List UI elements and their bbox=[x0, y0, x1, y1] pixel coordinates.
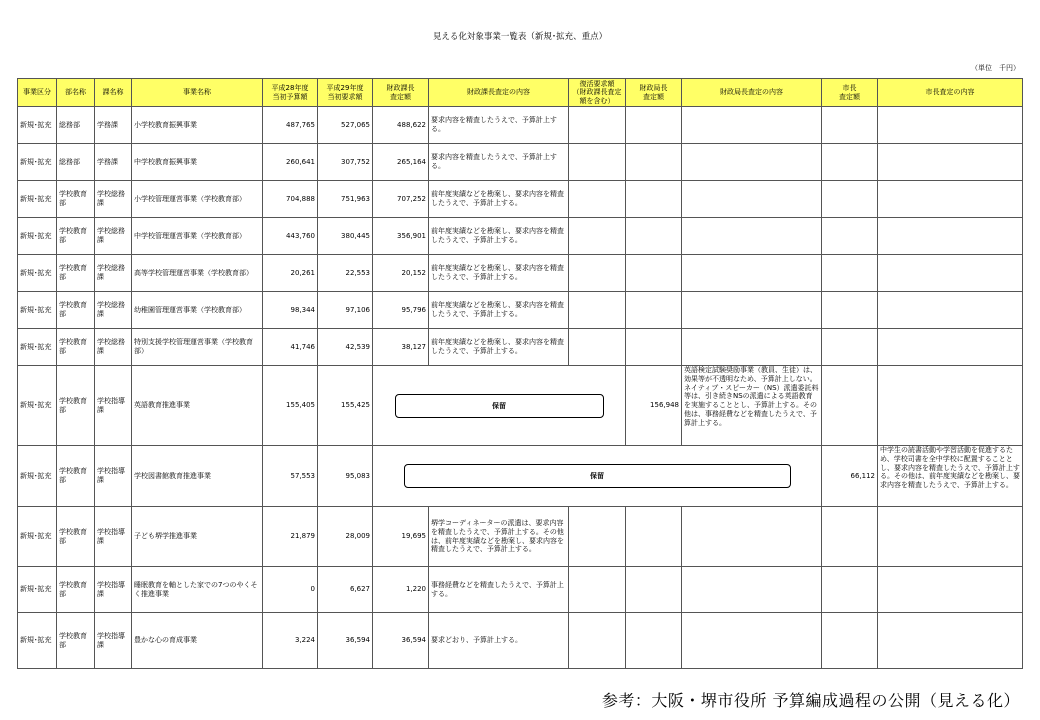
cell-project: 睡眠教育を軸とした家での7つのやくそく推進事業 bbox=[132, 567, 263, 613]
cell-fin-bureau-amount: 156,948 bbox=[626, 366, 682, 446]
cell-budget-h28: 57,553 bbox=[263, 446, 318, 507]
table-row bbox=[18, 567, 1023, 613]
cell-revival-request bbox=[569, 507, 626, 567]
cell-category: 新規･拡充 bbox=[18, 567, 57, 613]
cell-request-h29: 307,752 bbox=[318, 144, 373, 181]
cell-category: 新規･拡充 bbox=[18, 292, 57, 329]
cell-revival-request bbox=[569, 329, 626, 366]
cell-mayor-content bbox=[878, 181, 1023, 218]
col-header-department: 部名称 bbox=[57, 79, 95, 107]
unit-note: （単位 千円） bbox=[971, 64, 1020, 72]
cell-budget-h28: 155,405 bbox=[263, 366, 318, 446]
cell-section: 学校総務課 bbox=[95, 292, 132, 329]
table-row bbox=[18, 181, 1023, 218]
cell-section: 学校総務課 bbox=[95, 218, 132, 255]
cell-section: 学校指導課 bbox=[95, 366, 132, 446]
col-header-project: 事業名称 bbox=[132, 79, 263, 107]
cell-category: 新規･拡充 bbox=[18, 218, 57, 255]
cell-fin-section-amount: 19,695 bbox=[373, 507, 429, 567]
cell-mayor-content bbox=[878, 292, 1023, 329]
cell-fin-section-amount: 20,152 bbox=[373, 255, 429, 292]
cell-fin-section-amount: 356,901 bbox=[373, 218, 429, 255]
cell-mayor-content bbox=[878, 329, 1023, 366]
cell-fin-section-amount: 488,622 bbox=[373, 107, 429, 144]
cell-request-h29: 97,106 bbox=[318, 292, 373, 329]
cell-project: 高等学校管理運営事業（学校教育部） bbox=[132, 255, 263, 292]
cell-mayor-content bbox=[878, 144, 1023, 181]
cell-mayor-content bbox=[878, 567, 1023, 613]
cell-fin-section-content: 要求内容を精査したうえで、予算計上する。 bbox=[429, 107, 569, 144]
cell-mayor-amount bbox=[822, 366, 878, 446]
cell-fin-section-content: 事務経費などを精査したうえで、予算計上する。 bbox=[429, 567, 569, 613]
cell-budget-h28: 260,641 bbox=[263, 144, 318, 181]
cell-revival-request bbox=[569, 292, 626, 329]
cell-project: 特別支援学校管理運営事業（学校教育部） bbox=[132, 329, 263, 366]
cell-budget-h28: 3,224 bbox=[263, 613, 318, 669]
cell-project: 小学校管理運営事業（学校教育部） bbox=[132, 181, 263, 218]
cell-mayor-content bbox=[878, 613, 1023, 669]
cell-category: 新規･拡充 bbox=[18, 507, 57, 567]
cell-request-h29: 6,627 bbox=[318, 567, 373, 613]
cell-mayor-content bbox=[878, 107, 1023, 144]
table-row bbox=[18, 292, 1023, 329]
col-header-budget-h28: 平成28年度 当初予算額 bbox=[263, 79, 318, 107]
cell-fin-section-amount: 1,220 bbox=[373, 567, 429, 613]
cell-category: 新規･拡充 bbox=[18, 366, 57, 446]
cell-revival-request bbox=[569, 255, 626, 292]
source-footnote: 参考：大阪・堺市役所 予算編成過程の公開（見える化） bbox=[601, 691, 1020, 710]
cell-fin-bureau-content bbox=[682, 292, 822, 329]
cell-fin-section-content: 前年度実績などを勘案し、要求内容を精査したうえで、予算計上する。 bbox=[429, 218, 569, 255]
table-row bbox=[18, 507, 1023, 567]
col-header-fin-bureau-amount: 財政局長 査定額 bbox=[626, 79, 682, 107]
hold-cell bbox=[373, 366, 626, 446]
cell-mayor-amount bbox=[822, 144, 878, 181]
cell-fin-section-content: 前年度実績などを勘案し、要求内容を精査したうえで、予算計上する。 bbox=[429, 292, 569, 329]
cell-revival-request bbox=[569, 107, 626, 144]
hold-badge: 保留 bbox=[404, 464, 791, 488]
header-row bbox=[18, 79, 1023, 107]
cell-department: 総務部 bbox=[57, 144, 95, 181]
cell-request-h29: 22,553 bbox=[318, 255, 373, 292]
cell-mayor-amount: 66,112 bbox=[822, 446, 878, 507]
cell-mayor-amount bbox=[822, 255, 878, 292]
cell-department: 学校教育部 bbox=[57, 613, 95, 669]
cell-fin-bureau-amount bbox=[626, 613, 682, 669]
cell-fin-bureau-content bbox=[682, 107, 822, 144]
cell-fin-bureau-amount bbox=[626, 329, 682, 366]
table-row bbox=[18, 446, 1023, 507]
cell-fin-section-content: 要求どおり、予算計上する。 bbox=[429, 613, 569, 669]
cell-mayor-amount bbox=[822, 507, 878, 567]
cell-request-h29: 155,425 bbox=[318, 366, 373, 446]
cell-revival-request bbox=[569, 613, 626, 669]
cell-department: 学校教育部 bbox=[57, 181, 95, 218]
cell-fin-bureau-amount bbox=[626, 292, 682, 329]
cell-mayor-content: 中学生の読書活動や学習活動を促進するため、学校司書を全中学校に配置することとし、要求内容を精査したうえで、予算計上する。その他は、前年度実績などを勘案し、要求内容を精査したうえで、予算計上する。 bbox=[878, 446, 1023, 507]
cell-revival-request bbox=[569, 567, 626, 613]
col-header-section: 課名称 bbox=[95, 79, 132, 107]
cell-mayor-amount bbox=[822, 329, 878, 366]
cell-section: 学校総務課 bbox=[95, 181, 132, 218]
col-header-request-h29: 平成29年度 当初要求額 bbox=[318, 79, 373, 107]
cell-fin-bureau-content bbox=[682, 255, 822, 292]
cell-request-h29: 380,445 bbox=[318, 218, 373, 255]
cell-request-h29: 28,009 bbox=[318, 507, 373, 567]
cell-request-h29: 36,594 bbox=[318, 613, 373, 669]
cell-fin-bureau-content bbox=[682, 567, 822, 613]
col-header-mayor-amount: 市長 査定額 bbox=[822, 79, 878, 107]
cell-fin-bureau-amount bbox=[626, 255, 682, 292]
cell-fin-section-amount: 38,127 bbox=[373, 329, 429, 366]
cell-budget-h28: 21,879 bbox=[263, 507, 318, 567]
cell-fin-section-content: 前年度実績などを勘案し、要求内容を精査したうえで、予算計上する。 bbox=[429, 181, 569, 218]
cell-department: 学校教育部 bbox=[57, 292, 95, 329]
cell-section: 学校総務課 bbox=[95, 255, 132, 292]
cell-fin-section-amount: 707,252 bbox=[373, 181, 429, 218]
cell-project: 子ども堺学推進事業 bbox=[132, 507, 263, 567]
hold-cell bbox=[373, 446, 822, 507]
cell-mayor-amount bbox=[822, 107, 878, 144]
cell-mayor-amount bbox=[822, 292, 878, 329]
col-header-fin-bureau-content: 財政局長査定の内容 bbox=[682, 79, 822, 107]
cell-request-h29: 42,539 bbox=[318, 329, 373, 366]
cell-fin-section-amount: 36,594 bbox=[373, 613, 429, 669]
table-row bbox=[18, 255, 1023, 292]
cell-section: 学務課 bbox=[95, 144, 132, 181]
table-row bbox=[18, 218, 1023, 255]
cell-fin-bureau-content bbox=[682, 507, 822, 567]
cell-budget-h28: 98,344 bbox=[263, 292, 318, 329]
cell-project: 中学校教育振興事業 bbox=[132, 144, 263, 181]
hold-badge: 保留 bbox=[395, 394, 604, 418]
cell-category: 新規･拡充 bbox=[18, 329, 57, 366]
cell-budget-h28: 41,746 bbox=[263, 329, 318, 366]
cell-department: 学校教育部 bbox=[57, 366, 95, 446]
cell-fin-bureau-amount bbox=[626, 107, 682, 144]
cell-fin-bureau-amount bbox=[626, 181, 682, 218]
cell-fin-bureau-content bbox=[682, 329, 822, 366]
cell-fin-bureau-content: 英語検定試験奨励事業（教員、生徒）は、効果等が不透明なため、予算計上しない。ネイティブ・スピーカー（NS）派遣委託料等は、引き続きNSの派遣による英語教育を実施することとし、予算計上する。その他は、事務経費などを精査したうえで、予算計上する。 bbox=[682, 366, 822, 446]
cell-fin-bureau-content bbox=[682, 144, 822, 181]
cell-revival-request bbox=[569, 218, 626, 255]
cell-mayor-content bbox=[878, 507, 1023, 567]
col-header-fin-section-content: 財政課長査定の内容 bbox=[429, 79, 569, 107]
cell-fin-bureau-amount bbox=[626, 144, 682, 181]
budget-table bbox=[17, 78, 1023, 669]
cell-mayor-content bbox=[878, 366, 1023, 446]
cell-mayor-amount bbox=[822, 181, 878, 218]
cell-budget-h28: 0 bbox=[263, 567, 318, 613]
cell-request-h29: 95,083 bbox=[318, 446, 373, 507]
table-row bbox=[18, 329, 1023, 366]
cell-fin-bureau-content bbox=[682, 181, 822, 218]
col-header-mayor-content: 市長査定の内容 bbox=[878, 79, 1023, 107]
col-header-fin-section-amount: 財政課長 査定額 bbox=[373, 79, 429, 107]
cell-budget-h28: 20,261 bbox=[263, 255, 318, 292]
cell-section: 学校指導課 bbox=[95, 613, 132, 669]
cell-project: 豊かな心の育成事業 bbox=[132, 613, 263, 669]
cell-department: 学校教育部 bbox=[57, 446, 95, 507]
cell-department: 学校教育部 bbox=[57, 218, 95, 255]
cell-fin-section-content: 前年度実績などを勘案し、要求内容を精査したうえで、予算計上する。 bbox=[429, 255, 569, 292]
table-row bbox=[18, 144, 1023, 181]
cell-section: 学校指導課 bbox=[95, 446, 132, 507]
cell-mayor-content bbox=[878, 255, 1023, 292]
cell-fin-bureau-content bbox=[682, 613, 822, 669]
cell-project: 幼稚園管理運営事業（学校教育部） bbox=[132, 292, 263, 329]
page-title: 見える化対象事業一覧表（新規･拡充、重点） bbox=[432, 32, 608, 42]
cell-section: 学校総務課 bbox=[95, 329, 132, 366]
cell-fin-bureau-content bbox=[682, 218, 822, 255]
cell-mayor-content bbox=[878, 218, 1023, 255]
cell-section: 学校指導課 bbox=[95, 567, 132, 613]
cell-category: 新規･拡充 bbox=[18, 446, 57, 507]
cell-project: 学校図書館教育推進事業 bbox=[132, 446, 263, 507]
table-row bbox=[18, 366, 1023, 446]
cell-revival-request bbox=[569, 144, 626, 181]
cell-department: 総務部 bbox=[57, 107, 95, 144]
cell-category: 新規･拡充 bbox=[18, 107, 57, 144]
cell-department: 学校教育部 bbox=[57, 507, 95, 567]
cell-category: 新規･拡充 bbox=[18, 613, 57, 669]
cell-fin-bureau-amount bbox=[626, 507, 682, 567]
cell-fin-bureau-amount bbox=[626, 567, 682, 613]
cell-project: 小学校教育振興事業 bbox=[132, 107, 263, 144]
cell-request-h29: 751,963 bbox=[318, 181, 373, 218]
cell-fin-section-content: 要求内容を精査したうえで、予算計上する。 bbox=[429, 144, 569, 181]
cell-department: 学校教育部 bbox=[57, 255, 95, 292]
cell-section: 学校指導課 bbox=[95, 507, 132, 567]
col-header-category: 事業区分 bbox=[18, 79, 57, 107]
cell-mayor-amount bbox=[822, 613, 878, 669]
cell-budget-h28: 487,765 bbox=[263, 107, 318, 144]
cell-category: 新規･拡充 bbox=[18, 144, 57, 181]
table-row bbox=[18, 613, 1023, 669]
cell-fin-section-amount: 265,164 bbox=[373, 144, 429, 181]
cell-section: 学務課 bbox=[95, 107, 132, 144]
cell-budget-h28: 443,760 bbox=[263, 218, 318, 255]
cell-mayor-amount bbox=[822, 567, 878, 613]
cell-fin-section-amount: 95,796 bbox=[373, 292, 429, 329]
col-header-revival-request: 復活要求額 （財政課長査定 額を含む） bbox=[569, 79, 626, 107]
cell-department: 学校教育部 bbox=[57, 567, 95, 613]
cell-project: 中学校管理運営事業（学校教育部） bbox=[132, 218, 263, 255]
table-row bbox=[18, 107, 1023, 144]
cell-project: 英語教育推進事業 bbox=[132, 366, 263, 446]
cell-category: 新規･拡充 bbox=[18, 255, 57, 292]
cell-budget-h28: 704,888 bbox=[263, 181, 318, 218]
cell-fin-section-content: 前年度実績などを勘案し、要求内容を精査したうえで、予算計上する。 bbox=[429, 329, 569, 366]
cell-category: 新規･拡充 bbox=[18, 181, 57, 218]
cell-fin-bureau-amount bbox=[626, 218, 682, 255]
cell-fin-section-content: 堺学コーディネーターの派遣は、要求内容を精査したうえで、予算計上する。その他は、前年度実績などを勘案し、要求内容を精査したうえで、予算計上する。 bbox=[429, 507, 569, 567]
cell-request-h29: 527,065 bbox=[318, 107, 373, 144]
cell-department: 学校教育部 bbox=[57, 329, 95, 366]
cell-revival-request bbox=[569, 181, 626, 218]
cell-mayor-amount bbox=[822, 218, 878, 255]
